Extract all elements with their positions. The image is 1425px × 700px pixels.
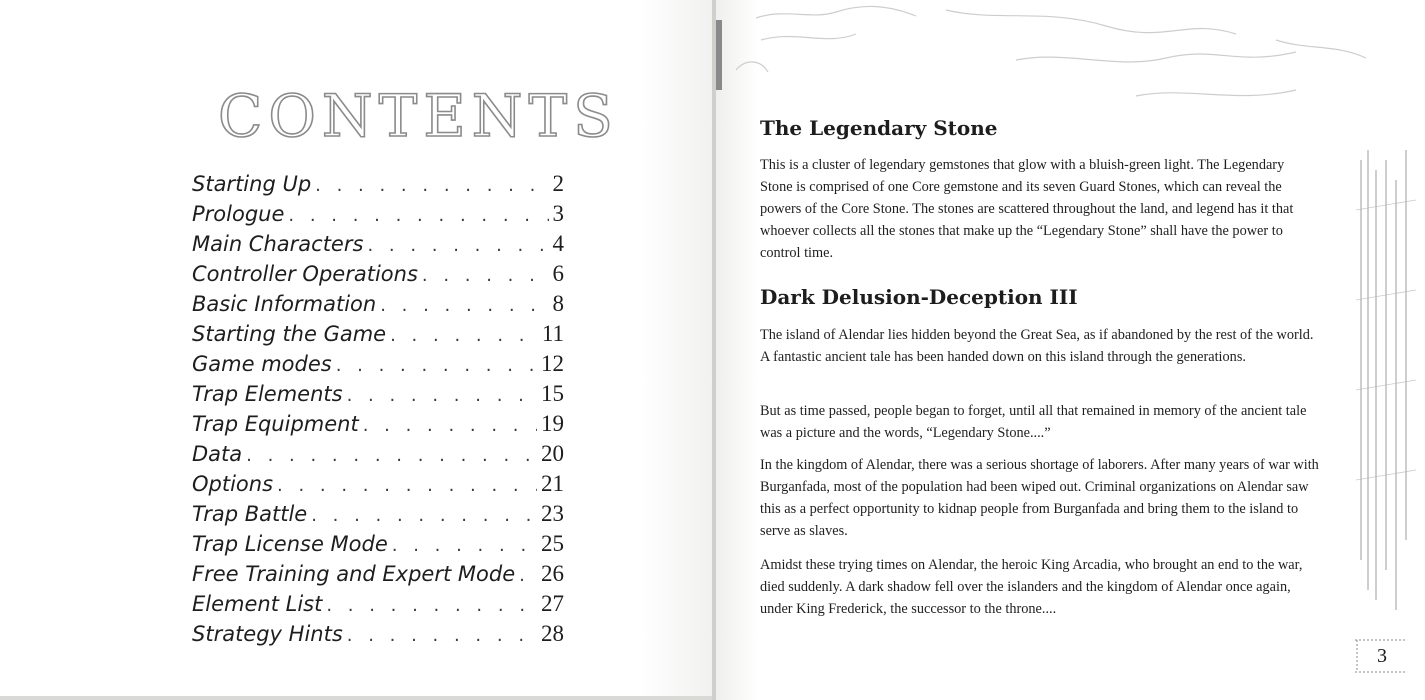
- toc-entry-page: 2: [552, 171, 564, 196]
- page-number: 3: [1377, 645, 1387, 667]
- toc-entry-title: Starting Up: [192, 172, 312, 196]
- toc-entry-title: Free Training and Expert Mode: [192, 562, 516, 586]
- toc-entry-title: Trap Battle: [192, 502, 308, 526]
- toc-entry: [192, 321, 564, 351]
- toc-leader-dots: [390, 325, 538, 346]
- toc-leader-dots: [363, 415, 537, 436]
- toc-entry-page: 3: [552, 201, 564, 226]
- toc-entry-title: Main Characters: [192, 232, 364, 256]
- toc-leader-dots: [392, 535, 537, 556]
- toc-entry-page: 21: [541, 471, 564, 496]
- toc-entry-page: 23: [541, 501, 564, 526]
- toc-entry: [192, 381, 564, 411]
- toc-entry: [192, 291, 564, 321]
- toc-entry: [192, 351, 564, 381]
- toc-entry-title: Game modes: [192, 352, 332, 376]
- toc-entry: [192, 231, 564, 261]
- toc-entry: [192, 531, 564, 561]
- toc-leader-dots: [519, 565, 537, 586]
- table-of-contents: [192, 171, 564, 651]
- toc-entry-title: Trap Elements: [192, 382, 343, 406]
- toc-entry-title: Controller Operations: [192, 262, 418, 286]
- toc-entry: [192, 621, 564, 651]
- toc-entry-page: 25: [541, 531, 564, 556]
- toc-entry-title: Basic Information: [192, 292, 377, 316]
- paragraph: The island of Alendar lies hidden beyond the Great Sea, as if abandoned by the rest of the world. A fantastic ancient tale has been handed down on this island through the generations.: [760, 327, 1314, 365]
- toc-entry-page: 12: [541, 351, 564, 376]
- section-heading-dark-delusion: Dark Delusion-Deception III: [760, 285, 1078, 309]
- toc-entry-page: 27: [541, 591, 564, 616]
- paragraph: In the kingdom of Alendar, there was a serious shortage of laborers. After many years of war with Burganfada, most of the population had been wiped out. Criminal organizations on Alendar saw this as a perfect opportunity to kidnap people from Burganfada and bring them to the island to serve as slaves.: [760, 457, 1319, 539]
- toc-entry-title: Element List: [192, 592, 323, 616]
- toc-entry-page: 8: [552, 291, 564, 316]
- toc-entry-page: 28: [541, 621, 564, 646]
- toc-entry-title: Trap License Mode: [192, 532, 388, 556]
- toc-entry: [192, 501, 564, 531]
- contents-heading-text: CONTENTS: [218, 82, 619, 150]
- toc-entry-title: Trap Equipment: [192, 412, 359, 436]
- toc-entry: [192, 561, 564, 591]
- toc-entry: [192, 411, 564, 441]
- toc-entry-page: 26: [541, 561, 564, 586]
- toc-leader-dots: [277, 475, 537, 496]
- toc-leader-dots: [326, 595, 537, 616]
- toc-entry: [192, 471, 564, 501]
- toc-leader-dots: [380, 295, 548, 316]
- toc-entry: [192, 441, 564, 471]
- toc-leader-dots: [336, 355, 537, 376]
- toc-entry-title: Strategy Hints: [192, 622, 343, 646]
- toc-entry-title: Starting the Game: [192, 322, 387, 346]
- toc-entry-page: 19: [541, 411, 564, 436]
- toc-entry: [192, 591, 564, 621]
- toc-entry-title: Options: [192, 472, 274, 496]
- toc-leader-dots: [367, 235, 548, 256]
- paragraph: Amidst these trying times on Alendar, the heroic King Arcadia, who brought an end to the war, died suddenly. A dark shadow fell over the islanders and the kingdom of Alendar once again, under King Frederick, the successor to the throne....: [760, 557, 1303, 617]
- toc-leader-dots: [422, 265, 549, 286]
- toc-entry-title: Prologue: [192, 202, 285, 226]
- toc-leader-dots: [311, 505, 537, 526]
- paragraph: But as time passed, people began to forget, until all that remained in memory of the ancient tale was a picture and the words, “Legendary Stone....”: [760, 403, 1307, 441]
- toc-leader-dots: [288, 205, 548, 226]
- toc-leader-dots: [347, 385, 537, 406]
- contents-page: [0, 0, 712, 700]
- toc-entry-title: Data: [192, 442, 243, 466]
- toc-entry-page: 11: [541, 321, 564, 346]
- toc-entry-page: 15: [541, 381, 564, 406]
- toc-entry-page: 4: [552, 231, 564, 256]
- toc-leader-dots: [347, 625, 537, 646]
- toc-entry-page: 6: [552, 261, 564, 286]
- toc-leader-dots: [246, 445, 537, 466]
- paragraph: This is a cluster of legendary gemstones that glow with a bluish-green light. The Legendary Stone is comprised of one Core gemstone and its seven Guard Stones, which can reveal the powers of the Core Stone. The stones are scattered throughout the land, and legend has it that whoever collects all the stones that make up the “Legendary Stone” shall have the power to control time.: [760, 157, 1294, 261]
- toc-entry: [192, 171, 564, 201]
- toc-leader-dots: [315, 175, 548, 196]
- section-heading-legendary-stone: The Legendary Stone: [760, 116, 998, 140]
- toc-entry: [192, 201, 564, 231]
- toc-entry-page: 20: [541, 441, 564, 466]
- page-bottom-shadow: [0, 696, 712, 700]
- contents-heading: [218, 82, 619, 152]
- toc-entry: [192, 261, 564, 291]
